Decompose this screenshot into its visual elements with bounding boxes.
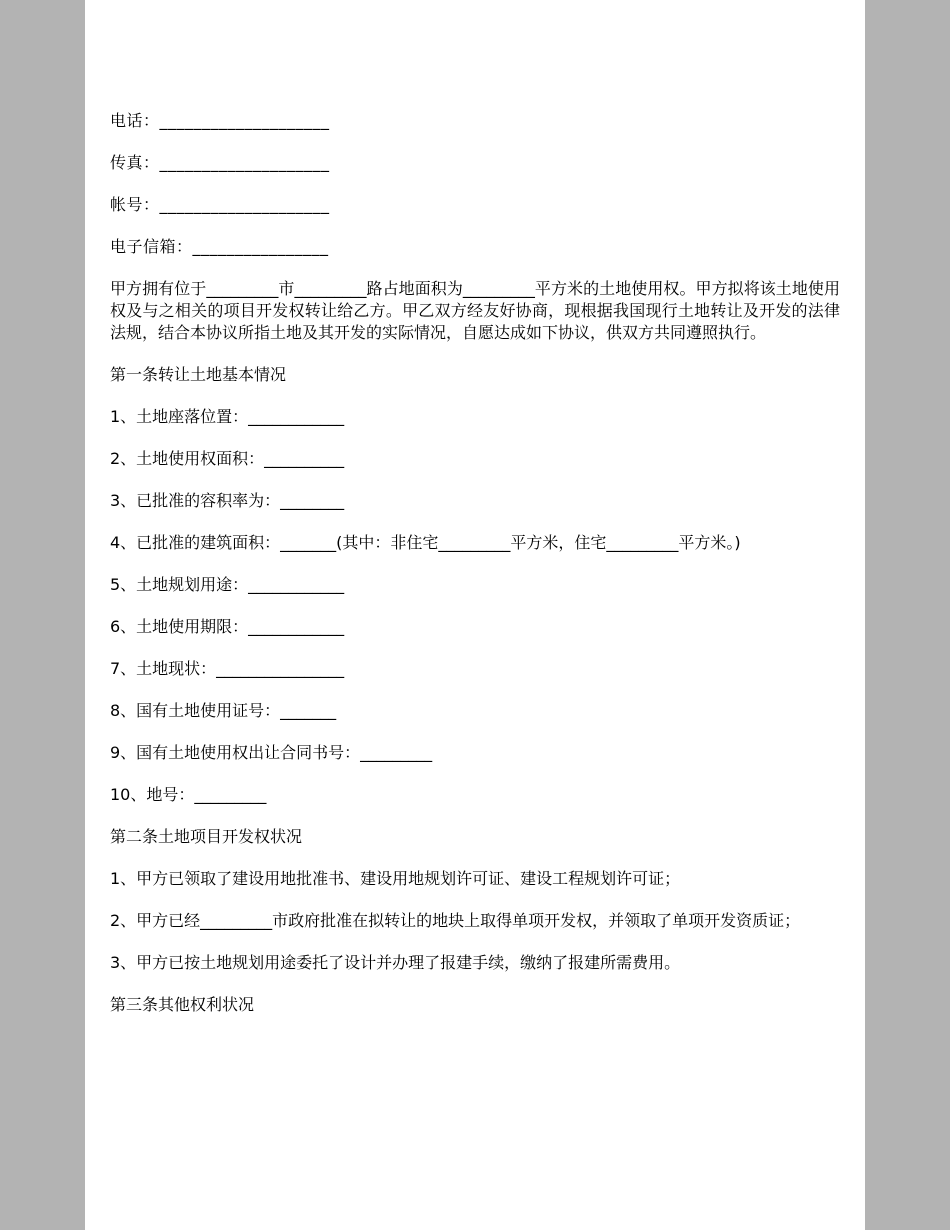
article-2-item-2: 2、甲方已经_________市政府批准在拟转让的地块上取得单项开发权，并领取了单项开发资质证； [110, 911, 801, 930]
field-fax: 传真：____________________ [110, 153, 330, 172]
field-account: 帐号：____________________ [110, 195, 330, 214]
article-3-title: 第三条其他权利状况 [110, 995, 255, 1014]
article-1-item-10: 10、地号：_________ [110, 785, 267, 804]
article-1-item-6: 6、土地使用期限：____________ [110, 617, 345, 636]
contract-document [110, 110, 840, 1016]
article-1-item-5: 5、土地规划用途：____________ [110, 575, 345, 594]
article-1-item-9: 9、国有土地使用权出让合同书号：_________ [110, 743, 433, 762]
article-1-title: 第一条转让土地基本情况 [110, 365, 287, 384]
article-1-item-4: 4、已批准的建筑面积：_______(其中：非住宅_________平方米，住宅_________平方米。) [110, 533, 741, 552]
article-1-item-1: 1、土地座落位置：____________ [110, 407, 345, 426]
document-page [85, 0, 865, 1230]
article-1-item-2: 2、土地使用权面积：__________ [110, 449, 345, 468]
field-email: 电子信箱：________________ [110, 237, 329, 256]
article-2-title: 第二条土地项目开发权状况 [110, 827, 303, 846]
article-1-item-7: 7、土地现状：________________ [110, 659, 345, 678]
field-phone: 电话：____________________ [110, 111, 330, 130]
article-1-item-8: 8、国有土地使用证号：_______ [110, 701, 337, 720]
article-1-item-3: 3、已批准的容积率为：________ [110, 491, 345, 510]
article-2-item-1: 1、甲方已领取了建设用地批准书、建设用地规划许可证、建设工程规划许可证； [110, 869, 681, 888]
article-2-item-3: 3、甲方已按土地规划用途委托了设计并办理了报建手续，缴纳了报建所需费用。 [110, 953, 681, 972]
intro-paragraph: 甲方拥有位于_________市_________路占地面积为_________平方米的土地使用权。甲方拟将该土地使用权及与之相关的项目开发权转让给乙方。甲乙双方经友好协商，现根据我国现行土地转让及开发的法律法规，结合本协议所指土地及其开发的实际情况，自愿达成如下协议，供双方共同遵照执行。 [110, 279, 840, 342]
